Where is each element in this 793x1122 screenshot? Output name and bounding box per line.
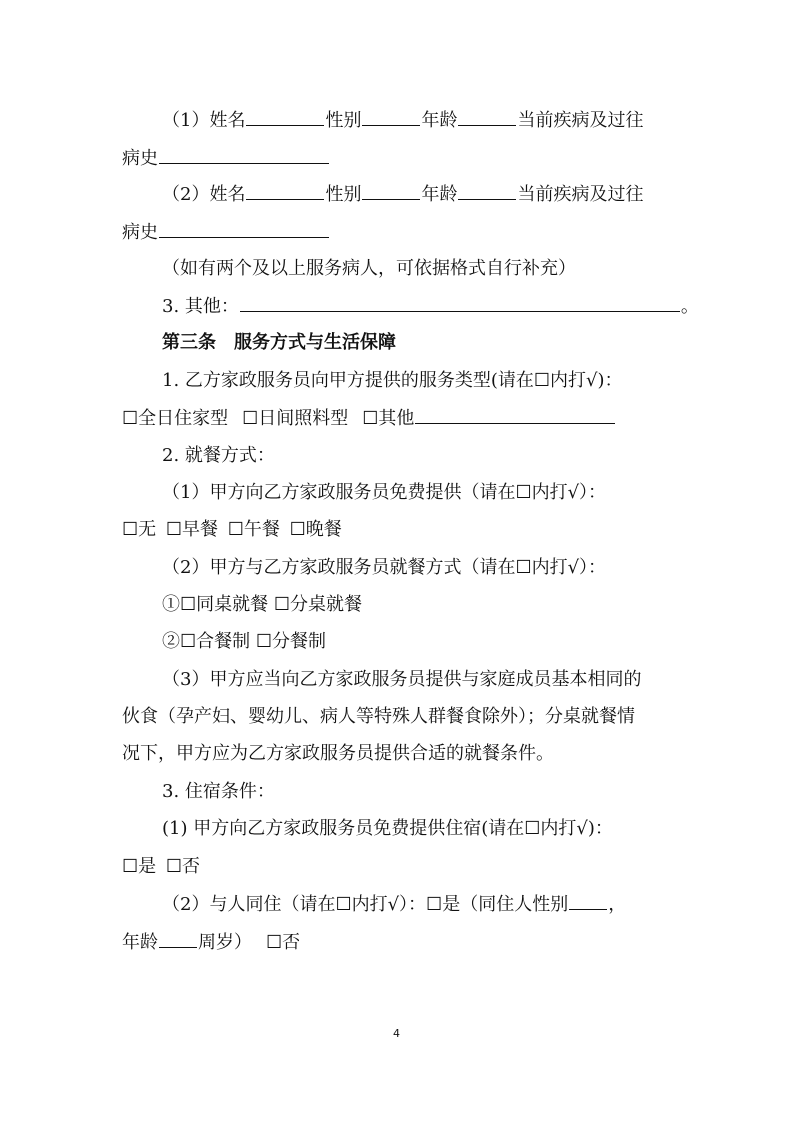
meals-q2-option-b[interactable]: ②☐合餐制 ☐分餐制 (162, 631, 326, 652)
patient1-disease-label: 当前疾病及过往 (517, 110, 644, 131)
option-day-care[interactable]: ☐日间照料型 (242, 408, 349, 429)
meals-q3-line1: （3）甲方应当向乙方家政服务员提供与家庭成员基本相同的 (162, 669, 642, 690)
patient1-line (162, 108, 643, 133)
patient1-gender-label: 性别 (325, 110, 362, 131)
patient1-history-line (122, 146, 330, 171)
patient2-history-field[interactable] (159, 220, 329, 238)
lodging-q1-options[interactable]: ☐是 ☐否 (122, 856, 200, 877)
lodging-heading: 3. 住宿条件： (162, 781, 275, 802)
lodging-q2-no-option[interactable]: ☐否 (266, 932, 301, 953)
lodging-q2-line1 (162, 892, 626, 917)
meals-q3-line3: 况下，甲方应为乙方家政服务员提供合适的就餐条件。 (122, 743, 554, 764)
page-number: 4 (393, 1027, 400, 1040)
lodging-q2-label[interactable]: （2）与人同住（请在☐内打√）：☐是（同住人性别 (162, 894, 569, 915)
patient1-name-field[interactable] (246, 108, 324, 126)
cohabitant-age-label: 年龄 (122, 932, 158, 953)
meals-q1-options[interactable]: ☐无 ☐早餐 ☐午餐 ☐晚餐 (122, 519, 342, 540)
patient2-age-field[interactable] (458, 182, 516, 200)
patient2-name-field[interactable] (246, 182, 324, 200)
service-type-question: 1. 乙方家政服务员向甲方提供的服务类型(请在☐内打√)： (162, 370, 623, 391)
patient1-history-label: 病史 (122, 148, 158, 169)
patient1-history-field[interactable] (159, 146, 329, 164)
patient2-disease-label: 当前疾病及过往 (517, 184, 644, 205)
meals-heading: 2. 就餐方式： (162, 445, 275, 466)
patient1-age-label: 年龄 (421, 110, 458, 131)
patient2-gender-field[interactable] (362, 182, 420, 200)
meals-q1: （1）甲方向乙方家政服务员免费提供（请在☐内打√）： (162, 482, 607, 503)
other-field[interactable] (240, 294, 680, 312)
meals-q2-option-a[interactable]: ①☐同桌就餐 ☐分桌就餐 (162, 594, 362, 615)
patient1-age-field[interactable] (458, 108, 516, 126)
option-other[interactable]: ☐其他 (362, 408, 415, 429)
cohabitant-gender-field[interactable] (569, 892, 607, 910)
lodging-q2-comma: ， (608, 894, 627, 915)
patient2-line (162, 182, 643, 207)
other-end: 。 (680, 296, 699, 317)
cohabitant-age-unit: 周岁） (198, 932, 252, 953)
service-type-options (122, 406, 616, 431)
patients-note: （如有两个及以上服务病人，可依据格式自行补充） (162, 258, 576, 279)
lodging-q1: (1) 甲方向乙方家政服务员免费提供住宿(请在☐内打√)： (162, 818, 613, 839)
patient2-age-label: 年龄 (421, 184, 458, 205)
option-full-time[interactable]: ☐全日住家型 (122, 408, 229, 429)
patient2-name-label: （2）姓名 (162, 184, 246, 205)
meals-q2: （2）甲方与乙方家政服务员就餐方式（请在☐内打√）： (162, 557, 607, 578)
cohabitant-age-field[interactable] (159, 930, 197, 948)
other-label: 3. 其他： (162, 296, 239, 317)
other-line (162, 294, 699, 319)
patient2-history-line (122, 220, 330, 245)
option-other-field[interactable] (415, 406, 615, 424)
patient2-gender-label: 性别 (325, 184, 362, 205)
patient1-name-label: （1）姓名 (162, 110, 246, 131)
meals-q3-line2: 伙食（孕产妇、婴幼儿、病人等特殊人群餐食除外）；分桌就餐情 (122, 706, 635, 727)
patient1-gender-field[interactable] (362, 108, 420, 126)
article3-title: 第三条 服务方式与生活保障 (162, 332, 396, 353)
lodging-q2-line2 (122, 930, 300, 955)
patient2-history-label: 病史 (122, 222, 158, 243)
